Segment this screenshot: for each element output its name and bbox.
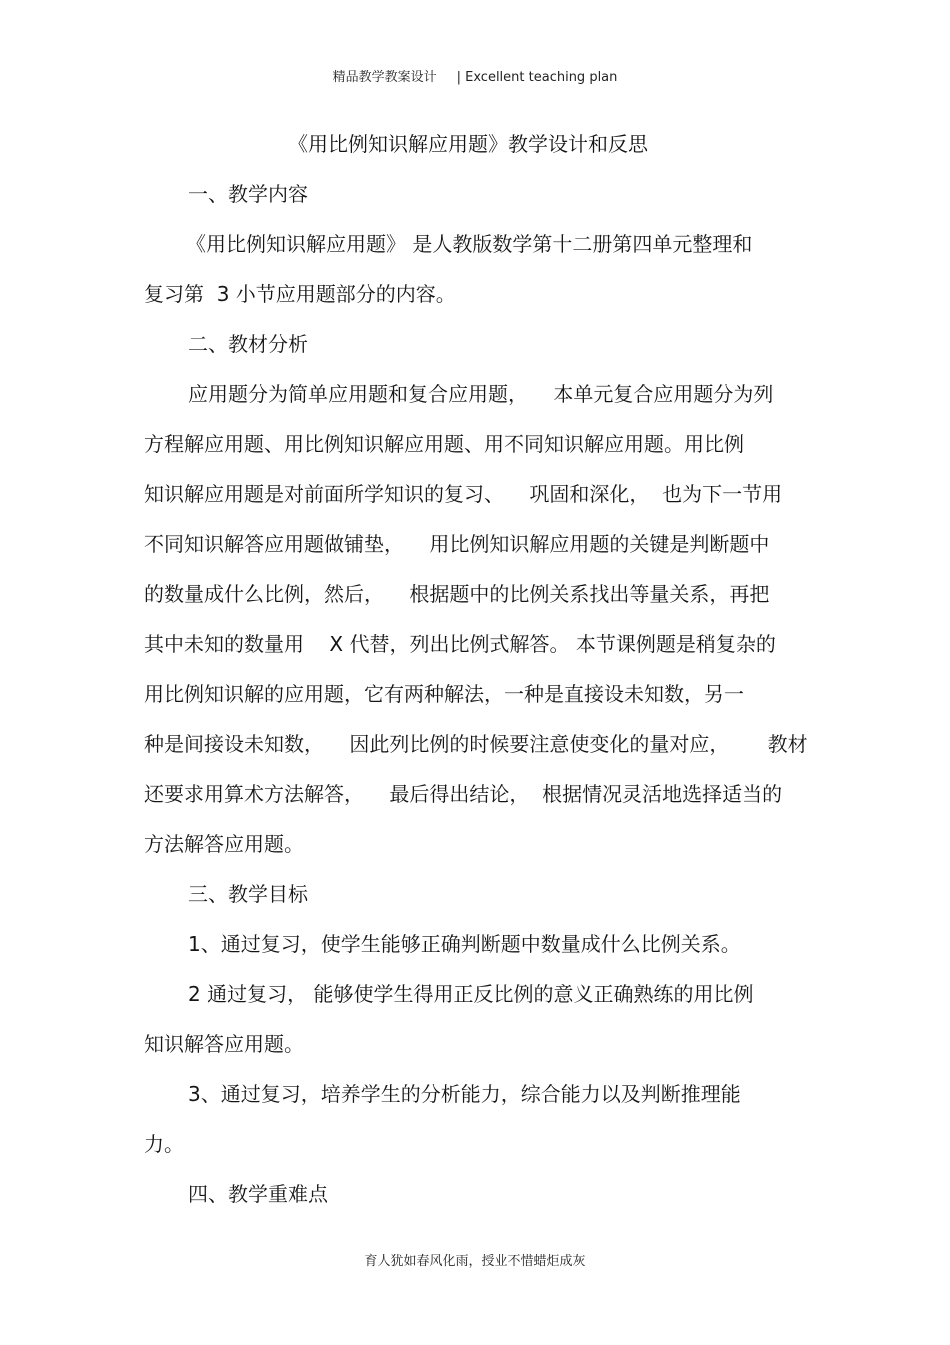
paragraph-line: 力。: [144, 1132, 184, 1156]
paragraph-line: 《用比例知识解应用题》 是人教版数学第十二册第四单元整理和: [186, 232, 753, 256]
paragraph-line: 种是间接设未知数， 因此列比例的时候要注意使变化的量对应， 教材: [144, 732, 808, 756]
paragraph-line: 方法解答应用题。: [144, 832, 304, 856]
paragraph-line: 复习第 3 小节应用题部分的内容。: [144, 282, 456, 306]
header-left-text: 精品教学教案设计: [332, 70, 437, 85]
header-right-text: | Excellent teaching plan: [456, 70, 618, 85]
paragraph-line: 知识解答应用题。: [144, 1032, 304, 1056]
paragraph-line: 方程解应用题、用比例知识解应用题、用不同知识解应用题。用比例: [144, 432, 744, 456]
page-footer: 育人犹如春风化雨，授业不惜蜡炬成灰: [364, 1254, 586, 1269]
paragraph-line: 应用题分为简单应用题和复合应用题， 本单元复合应用题分为列: [188, 382, 774, 406]
objective-item-2: 2 通过复习， 能够使学生得用正反比例的意义正确熟练的用比例: [188, 982, 754, 1006]
paragraph-line: 还要求用算术方法解答， 最后得出结论， 根据情况灵活地选择适当的: [144, 782, 783, 806]
section-heading-key-points: 四、教学重难点: [188, 1182, 328, 1206]
document-title: 《用比例知识解应用题》教学设计和反思: [288, 132, 648, 156]
objective-item-3: 3、通过复习，培养学生的分析能力，综合能力以及判断推理能: [188, 1082, 741, 1106]
objective-item-1: 1、通过复习，使学生能够正确判断题中数量成什么比例关系。: [188, 932, 741, 956]
page-header: [0, 66, 950, 85]
section-heading-analysis: 二、教材分析: [188, 332, 308, 356]
section-heading-content: 一、教学内容: [188, 182, 308, 206]
paragraph-line: 用比例知识解的应用题，它有两种解法，一种是直接设未知数，另一: [144, 682, 744, 706]
paragraph-line: 的数量成什么比例，然后， 根据题中的比例关系找出等量关系，再把: [144, 582, 770, 606]
paragraph-line: 不同知识解答应用题做铺垫， 用比例知识解应用题的关键是判断题中: [144, 532, 770, 556]
section-heading-objectives: 三、教学目标: [188, 882, 308, 906]
paragraph-line: 其中未知的数量用 X 代替，列出比例式解答。 本节课例题是稍复杂的: [144, 632, 776, 656]
paragraph-line: 知识解应用题是对前面所学知识的复习、 巩固和深化， 也为下一节用: [144, 482, 783, 506]
